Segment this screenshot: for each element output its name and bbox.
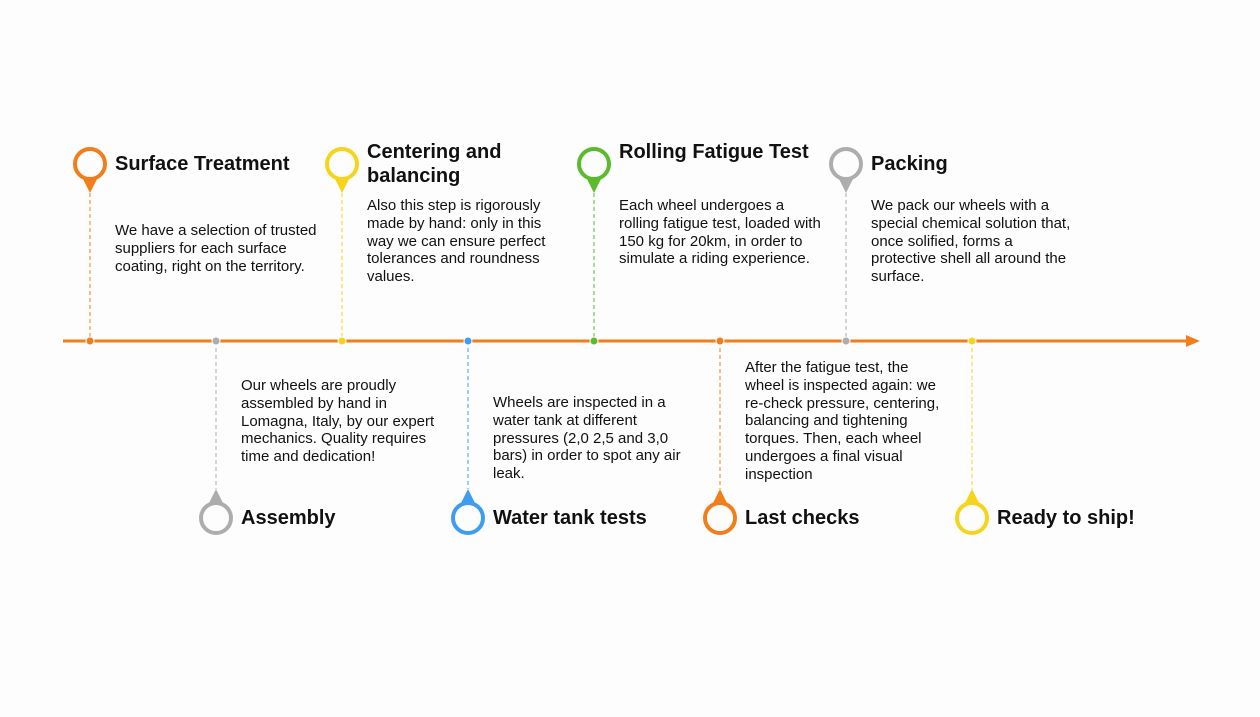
map-pin-icon: [957, 503, 987, 533]
map-pin-icon: [201, 503, 231, 533]
step-title-ready-to-ship: Ready to ship!: [997, 507, 1135, 529]
step-title-rolling-fatigue-test: Rolling Fatigue Test: [619, 141, 809, 163]
map-pin-icon: [831, 149, 861, 179]
timeline-arrowhead-icon: [1186, 335, 1200, 347]
map-pin-icon: [327, 149, 357, 179]
step-title-water-tank-tests: Water tank tests: [493, 507, 647, 529]
step-desc-last-checks: After the fatigue test, the wheel is inspected again: we re-check pressure, centering, balancing and tightening torques. Then, each wheel undergoes a final visual inspection: [745, 359, 940, 483]
step-desc-surface-treatment: We have a selection of trusted suppliers for each surface coating, right on the territory.: [115, 222, 317, 275]
step-desc-water-tank-tests: Wheels are inspected in a water tank at different pressures (2,0 2,5 and 3,0 bars) in order to spot any air leak.: [493, 394, 681, 483]
map-pin-icon: [75, 149, 105, 179]
step-title-last-checks: Last checks: [745, 507, 860, 529]
timeline-dot: [212, 337, 220, 345]
step-desc-packing: We pack our wheels with a special chemical solution that, once solified, forms a protective shell all around the surface.: [871, 197, 1071, 286]
step-desc-assembly: Our wheels are proudly assembled by hand in Lomagna, Italy, by our expert mechanics. Quality requires time and dedication!: [241, 377, 435, 466]
timeline-dot: [716, 337, 724, 345]
timeline-dot: [842, 337, 850, 345]
step-desc-centering-balancing: Also this step is rigorously made by hand: only in this way we can ensure perfect tolerances and roundness values.: [367, 197, 546, 286]
map-pin-icon: [705, 503, 735, 533]
timeline-dot: [968, 337, 976, 345]
timeline-dot: [590, 337, 598, 345]
step-desc-rolling-fatigue-test: Each wheel undergoes a rolling fatigue test, loaded with 150 kg for 20km, in order to simulate a riding experience.: [619, 197, 821, 268]
step-title-surface-treatment: Surface Treatment: [115, 153, 290, 175]
step-title-packing: Packing: [871, 153, 948, 175]
timeline-dot: [464, 337, 472, 345]
map-pin-icon: [579, 149, 609, 179]
timeline-dot: [338, 337, 346, 345]
step-title-centering-balancing: Centering and balancing: [367, 141, 502, 187]
step-title-assembly: Assembly: [241, 507, 336, 529]
map-pin-icon: [453, 503, 483, 533]
timeline-dot: [86, 337, 94, 345]
